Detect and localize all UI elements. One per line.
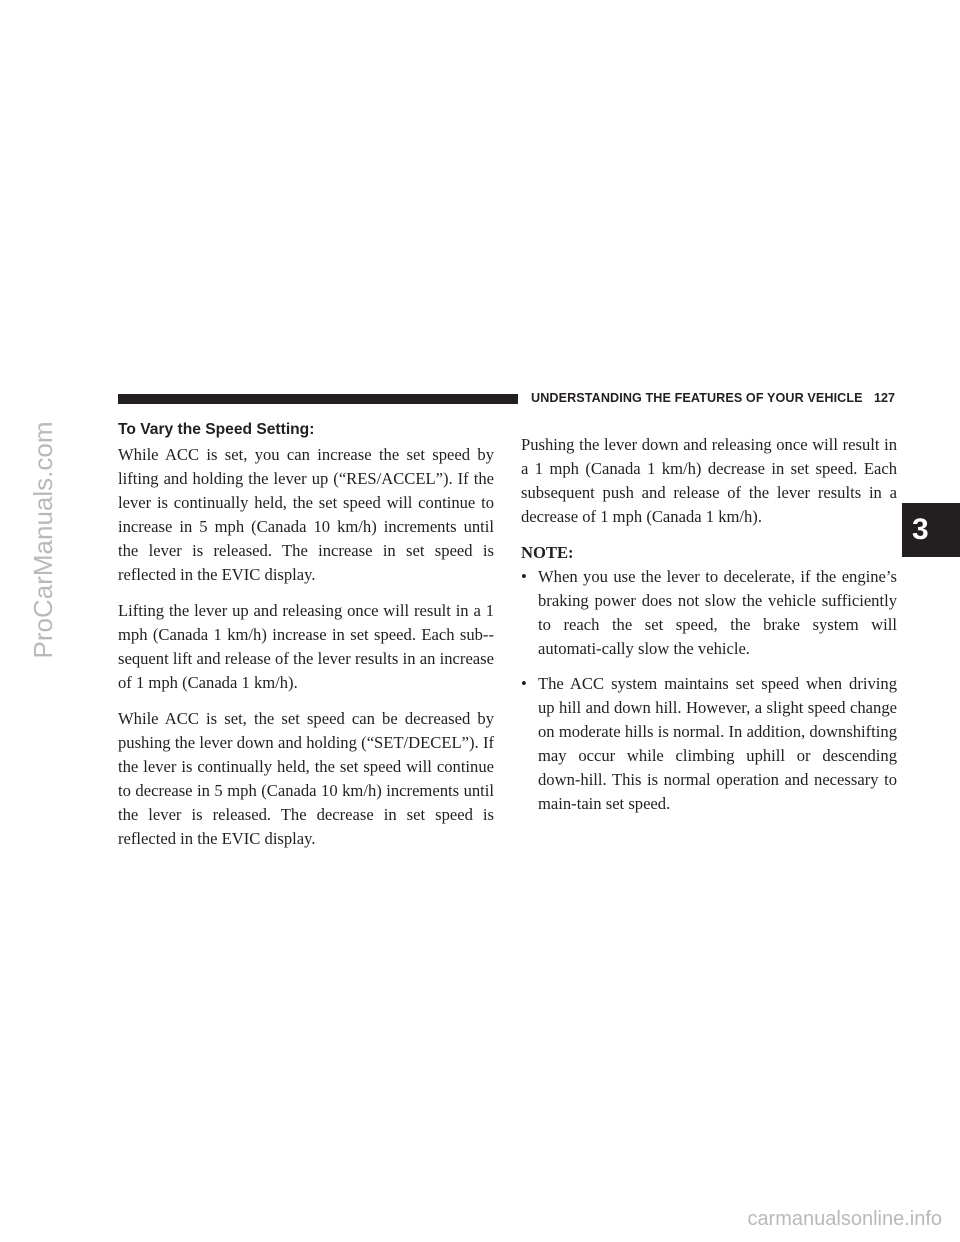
right-column <box>521 433 897 827</box>
paragraph-decrease-speed: While ACC is set, the set speed can be decreased by pushing the lever down and holding (“SET/DECEL”). If the lever is continually held, the set speed will continue to decrease in 5 mph (Canada 10 km/h) increments until the lever is released. The decrease in set speed is reflected in the EVIC display. <box>118 709 494 848</box>
bottom-watermark: carmanualsonline.info <box>747 1208 942 1230</box>
note-bullet-text: The ACC system maintains set speed when driving up hill and down hill. However, a slight speed change on moderate hills is normal. In addition, downshifting may occur while climbing uphill or descending down-hill. This is normal operation and necessary to main-tain set speed. <box>538 674 897 813</box>
note-bullet-item <box>521 672 897 816</box>
page-number: 127 <box>874 391 896 405</box>
paragraph-lift-release: Lifting the lever up and releasing once will result in a 1 mph (Canada 1 km/h) increase in set speed. Each sub-sequent lift and release of the lever results in an increase of 1 mph (Canada 1 km/h). <box>118 601 494 692</box>
note-bullet-item <box>521 565 897 661</box>
bullet-icon: • <box>521 567 527 586</box>
section-heading: To Vary the Speed Setting: <box>118 421 315 438</box>
running-header-title: UNDERSTANDING THE FEATURES OF YOUR VEHICLE <box>531 391 863 405</box>
paragraph-increase-speed: While ACC is set, you can increase the set speed by lifting and holding the lever up (“RES/ACCEL”). If the lever is continually held, the set speed will continue to increase in 5 mph (Canada 10 km/h) increments until the lever is released. The increase in set speed is reflected in the EVIC display. <box>118 445 494 584</box>
header-rule <box>118 394 518 404</box>
note-label: NOTE: <box>521 543 574 562</box>
bullet-icon: • <box>521 674 527 693</box>
chapter-tab: 3 <box>902 503 960 557</box>
paragraph-push-release: Pushing the lever down and releasing once will result in a 1 mph (Canada 1 km/h) decrease in set speed. Each subsequent push and release of the lever results in a decrease of 1 mph (Canada 1 km/h). <box>521 435 897 526</box>
side-watermark-text: ProCarManuals.com <box>28 421 58 659</box>
left-column <box>118 420 494 863</box>
note-bullet-text: When you use the lever to decelerate, if the engine’s braking power does not slow the vehicle sufficiently to reach the set speed, the brake system will automati-cally slow the vehicle. <box>538 567 897 658</box>
